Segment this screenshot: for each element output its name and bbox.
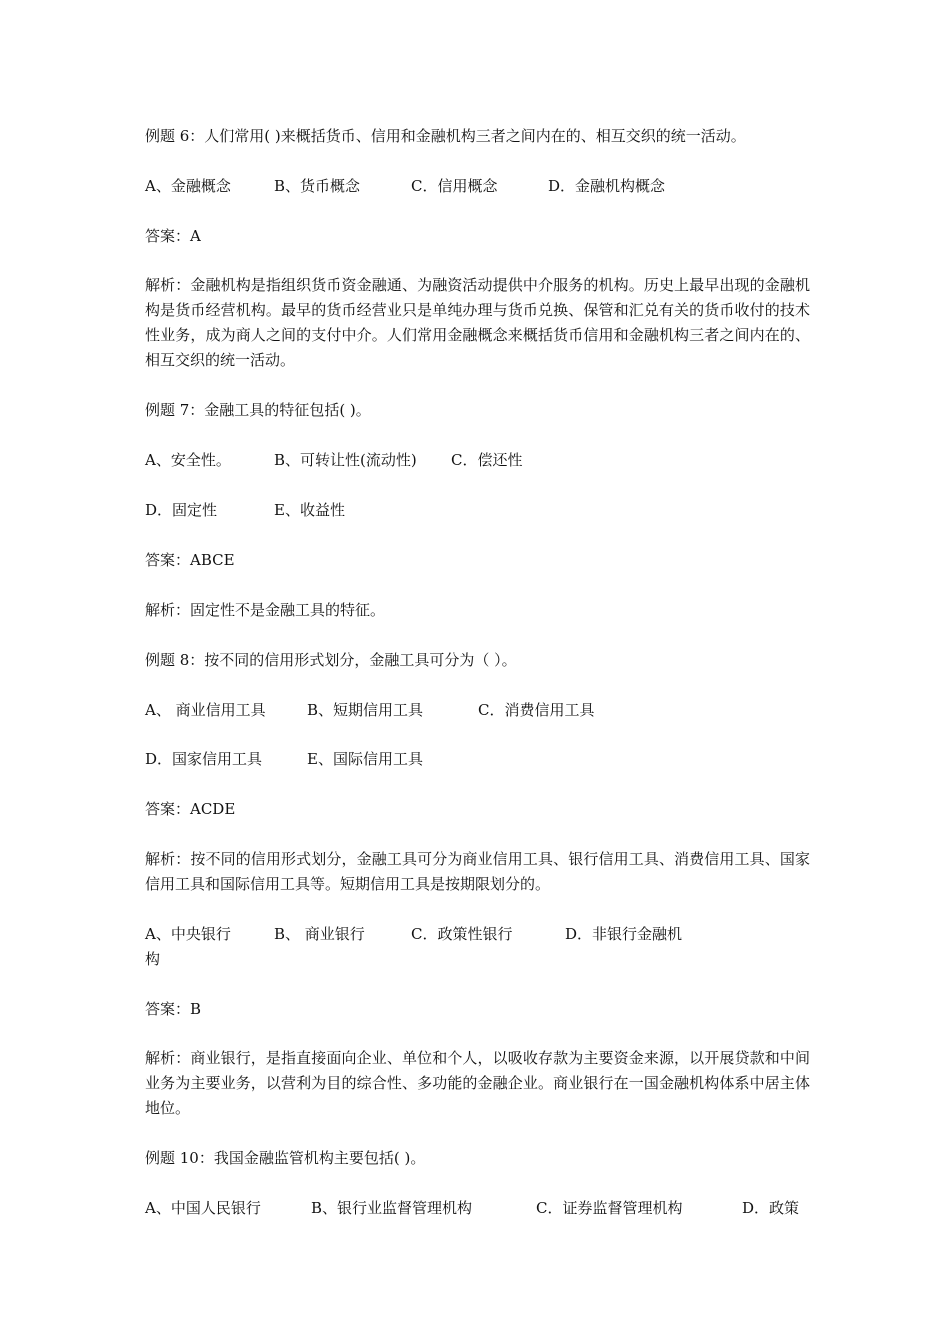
question-6-analysis: 解析：金融机构是指组织货币资金融通、为融资活动提供中介服务的机构。历史上最早出现的金融机构是货币经营机构。最早的货币经营业只是单纯办理与货币兑换、保管和汇兑有关的货币收付的技术性业务，成为商人之间的支付中介。人们常用金融概念来概括货币信用和金融机构三者之间内在的、相互交织的统一活动。 [145,276,810,369]
question-6-text: 例题 6：人们常用( )来概括货币、信用和金融机构三者之间内在的、相互交织的统一活动。 [145,127,746,145]
question-9-answer: 答案：B [145,1000,202,1018]
question-7-text: 例题 7：金融工具的特征包括( )。 [145,401,371,419]
q7-option-b: B、可转让性(流动性) [274,451,417,469]
q9-option-d: D．非银行金融机 [565,925,683,943]
q10-option-a: A、中国人民银行 [145,1199,261,1217]
q7-option-a: A、安全性。 [145,451,231,469]
q6-option-d: D．金融机构概念 [548,177,666,195]
q7-option-c: C．偿还性 [451,451,523,469]
q6-option-a: A、金融概念 [145,177,231,195]
q8-option-b: B、短期信用工具 [307,701,424,719]
q6-option-b: B、货币概念 [274,177,361,195]
question-8-text: 例题 8：按不同的信用形式划分，金融工具可分为（ ）。 [145,651,517,669]
q10-option-d: D．政策 [742,1199,800,1217]
question-8-analysis: 解析：按不同的信用形式划分，金融工具可分为商业信用工具、银行信用工具、消费信用工具、国家信用工具和国际信用工具等。短期信用工具是按期限划分的。 [145,850,810,893]
question-7-answer: 答案：ABCE [145,551,235,569]
q9-option-d-wrap: 构 [145,950,161,968]
q8-option-e: E、国际信用工具 [307,750,423,768]
q7-option-d: D．固定性 [145,501,218,519]
q7-option-e: E、收益性 [274,501,345,519]
question-8-answer: 答案：ACDE [145,800,236,818]
q8-option-d: D．国家信用工具 [145,750,263,768]
q6-option-c: C．信用概念 [411,177,498,195]
question-9-analysis: 解析：商业银行，是指直接面向企业、单位和个人，以吸收存款为主要资金来源，以开展贷款和中间业务为主要业务，以营利为目的综合性、多功能的金融企业。商业银行在一国金融机构体系中居主体地位。 [145,1049,810,1117]
question-7-analysis: 解析：固定性不是金融工具的特征。 [145,601,386,619]
q8-option-c: C．消费信用工具 [478,701,595,719]
q9-option-a: A、中央银行 [145,925,231,943]
q9-option-c: C．政策性银行 [411,925,513,943]
q9-option-b: B、 商业银行 [274,925,365,943]
question-6-answer: 答案：A [145,227,201,245]
q8-option-a: A、 商业信用工具 [145,701,266,719]
question-10-text: 例题 10：我国金融监管机构主要包括( )。 [145,1149,426,1167]
q10-option-b: B、银行业监督管理机构 [311,1199,473,1217]
q10-option-c: C．证券监督管理机构 [536,1199,683,1217]
